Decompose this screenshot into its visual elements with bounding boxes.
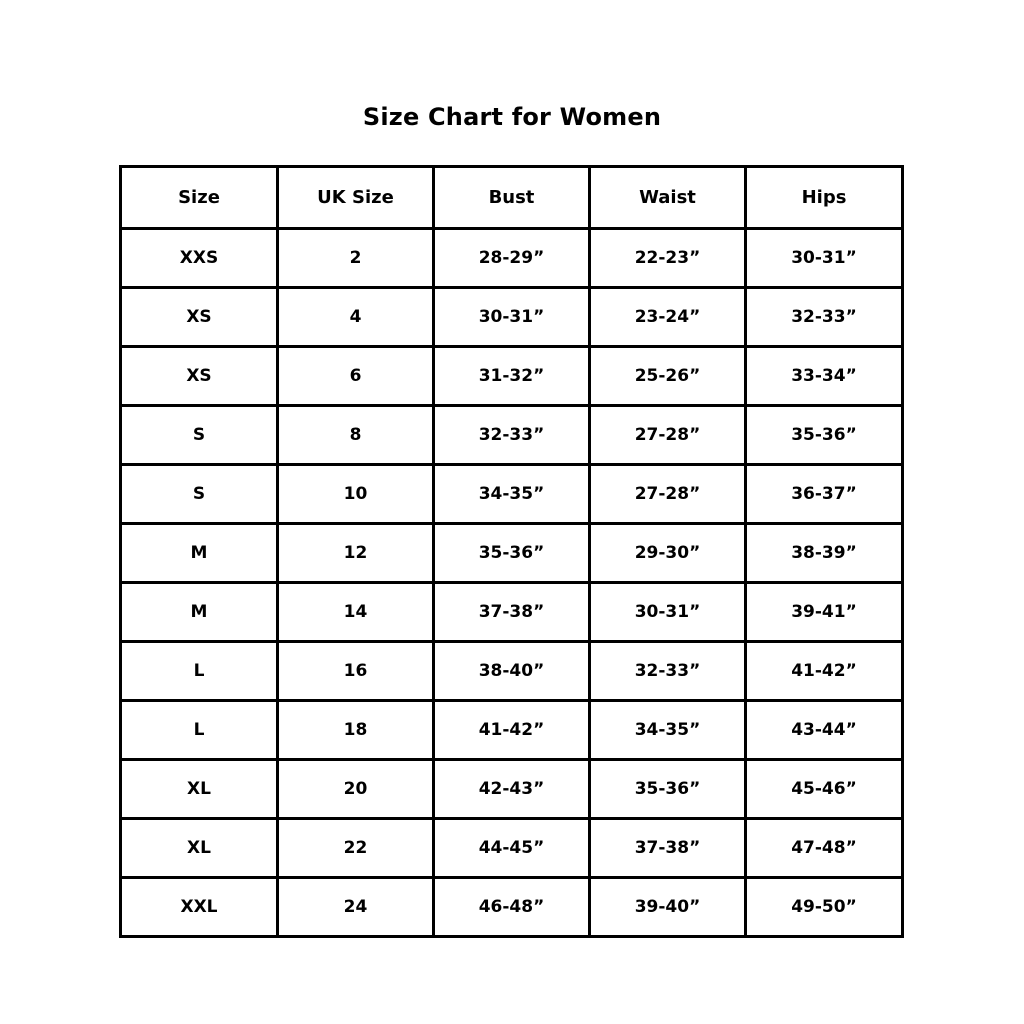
cell-uk-size: 24 — [278, 878, 434, 937]
cell-hips: 38-39” — [746, 524, 903, 583]
cell-size: XXS — [121, 229, 278, 288]
cell-waist: 23-24” — [590, 288, 746, 347]
column-header-hips: Hips — [746, 167, 903, 229]
cell-size: M — [121, 583, 278, 642]
cell-waist: 30-31” — [590, 583, 746, 642]
cell-size: XS — [121, 288, 278, 347]
cell-bust: 30-31” — [434, 288, 590, 347]
column-header-waist: Waist — [590, 167, 746, 229]
cell-bust: 42-43” — [434, 760, 590, 819]
table-body — [121, 229, 903, 937]
column-header-bust: Bust — [434, 167, 590, 229]
cell-hips: 47-48” — [746, 819, 903, 878]
cell-hips: 39-41” — [746, 583, 903, 642]
cell-waist: 29-30” — [590, 524, 746, 583]
cell-size: L — [121, 701, 278, 760]
table-row — [121, 347, 903, 406]
cell-hips: 45-46” — [746, 760, 903, 819]
cell-waist: 22-23” — [590, 229, 746, 288]
column-header-uk-size: UK Size — [278, 167, 434, 229]
cell-waist: 32-33” — [590, 642, 746, 701]
cell-bust: 37-38” — [434, 583, 590, 642]
cell-waist: 37-38” — [590, 819, 746, 878]
cell-waist: 35-36” — [590, 760, 746, 819]
table-row — [121, 760, 903, 819]
cell-size: XXL — [121, 878, 278, 937]
table-header — [121, 167, 903, 229]
cell-uk-size: 4 — [278, 288, 434, 347]
cell-uk-size: 10 — [278, 465, 434, 524]
cell-uk-size: 14 — [278, 583, 434, 642]
table-row — [121, 642, 903, 701]
cell-uk-size: 6 — [278, 347, 434, 406]
cell-waist: 25-26” — [590, 347, 746, 406]
cell-bust: 32-33” — [434, 406, 590, 465]
cell-size: XS — [121, 347, 278, 406]
table-row — [121, 583, 903, 642]
cell-size: XL — [121, 760, 278, 819]
cell-bust: 41-42” — [434, 701, 590, 760]
table-row — [121, 524, 903, 583]
cell-bust: 44-45” — [434, 819, 590, 878]
cell-size: XL — [121, 819, 278, 878]
table-row — [121, 229, 903, 288]
cell-bust: 46-48” — [434, 878, 590, 937]
cell-uk-size: 22 — [278, 819, 434, 878]
cell-bust: 34-35” — [434, 465, 590, 524]
cell-uk-size: 8 — [278, 406, 434, 465]
cell-hips: 33-34” — [746, 347, 903, 406]
size-chart-table-container — [119, 165, 901, 938]
cell-bust: 38-40” — [434, 642, 590, 701]
cell-waist: 34-35” — [590, 701, 746, 760]
cell-uk-size: 16 — [278, 642, 434, 701]
table-row — [121, 819, 903, 878]
cell-size: S — [121, 465, 278, 524]
table-row — [121, 465, 903, 524]
cell-bust: 31-32” — [434, 347, 590, 406]
table-row — [121, 878, 903, 937]
table-row — [121, 406, 903, 465]
cell-size: M — [121, 524, 278, 583]
cell-hips: 36-37” — [746, 465, 903, 524]
size-chart-table — [119, 165, 904, 938]
cell-hips: 49-50” — [746, 878, 903, 937]
cell-bust: 28-29” — [434, 229, 590, 288]
cell-hips: 30-31” — [746, 229, 903, 288]
column-header-size: Size — [121, 167, 278, 229]
cell-waist: 39-40” — [590, 878, 746, 937]
cell-uk-size: 2 — [278, 229, 434, 288]
cell-waist: 27-28” — [590, 406, 746, 465]
cell-hips: 41-42” — [746, 642, 903, 701]
table-header-row — [121, 167, 903, 229]
cell-size: S — [121, 406, 278, 465]
cell-hips: 32-33” — [746, 288, 903, 347]
cell-uk-size: 12 — [278, 524, 434, 583]
cell-size: L — [121, 642, 278, 701]
table-row — [121, 288, 903, 347]
cell-uk-size: 20 — [278, 760, 434, 819]
cell-waist: 27-28” — [590, 465, 746, 524]
cell-hips: 43-44” — [746, 701, 903, 760]
table-row — [121, 701, 903, 760]
cell-hips: 35-36” — [746, 406, 903, 465]
page-title: Size Chart for Women — [362, 103, 662, 131]
cell-bust: 35-36” — [434, 524, 590, 583]
cell-uk-size: 18 — [278, 701, 434, 760]
